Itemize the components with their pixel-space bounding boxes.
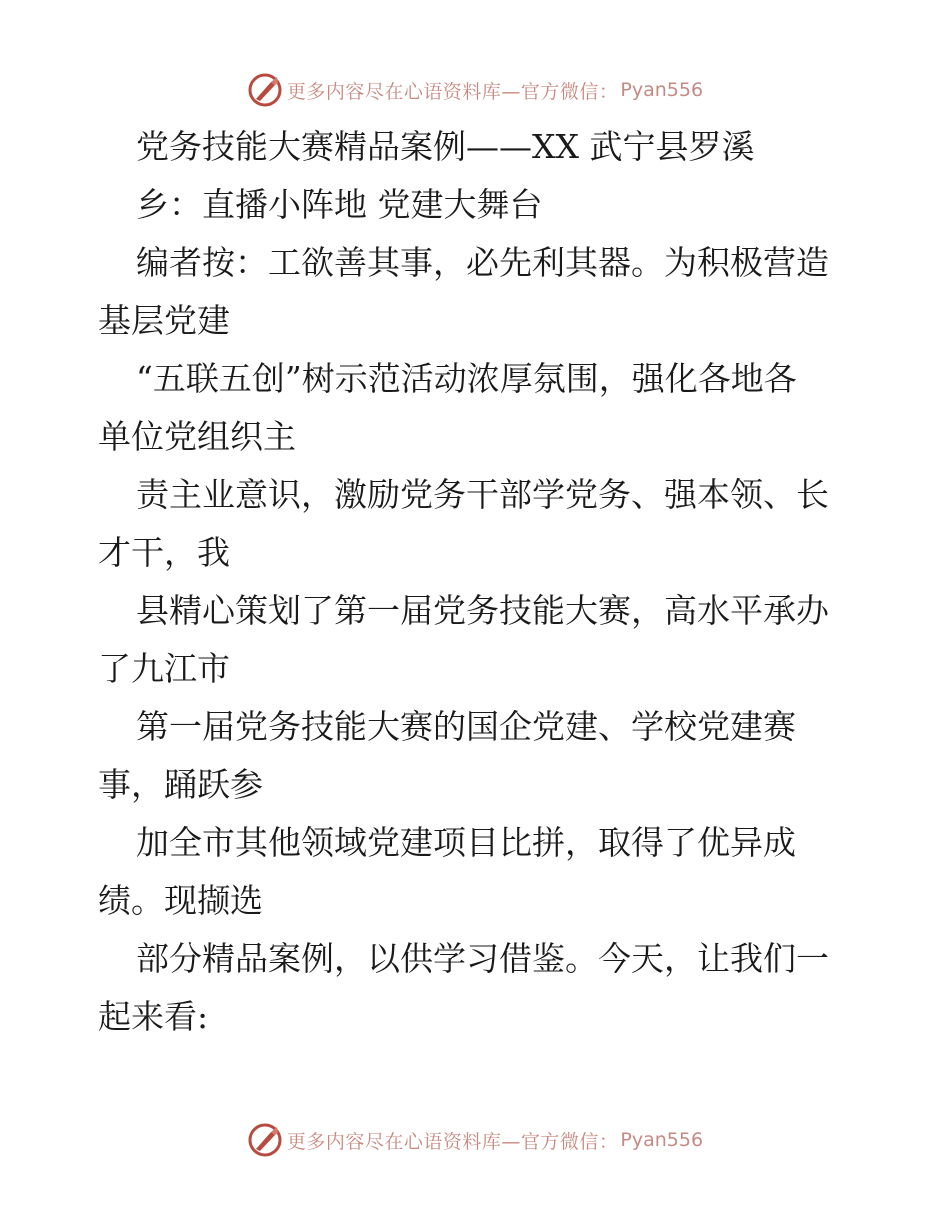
text-line: 加全市其他领域党建项目比拼，取得了优异成: [136, 823, 796, 862]
quill-pen-logo-icon: [247, 1122, 283, 1158]
text-line: 单位党组织主: [98, 417, 296, 456]
watermark-wechat-id: Pyan556: [620, 79, 704, 101]
header-watermark: [0, 70, 950, 110]
text-line: 责主业意识，激励党务干部学党务、强本领、长: [136, 475, 829, 514]
quill-pen-logo-icon: [247, 72, 283, 108]
text-line: 起来看:: [98, 997, 209, 1036]
text-line: 编者按：工欲善其事，必先利其器。为积极营造: [136, 243, 829, 282]
watermark-text: 更多内容尽在心语资料库—官方微信：: [286, 1130, 619, 1153]
footer-watermark: [0, 1120, 950, 1160]
text-line: 基层党建: [98, 301, 230, 340]
text-line: 绩。现撷选: [98, 881, 263, 920]
text-line: 才干，我: [98, 533, 230, 572]
watermark-wechat-id: Pyan556: [620, 1129, 704, 1151]
document-body: [98, 118, 858, 1046]
text-line: 事，踊跃参: [98, 765, 263, 804]
text-line: 乡：直播小阵地 党建大舞台: [136, 185, 543, 224]
text-line: 了九江市: [98, 649, 230, 688]
text-line: 县精心策划了第一届党务技能大赛，高水平承办: [136, 591, 829, 630]
text-line: “五联五创”树示范活动浓厚氛围，强化各地各: [136, 359, 797, 398]
watermark-text: 更多内容尽在心语资料库—官方微信：: [286, 80, 619, 103]
text-line: 部分精品案例，以供学习借鉴。今天，让我们一: [136, 939, 829, 978]
text-line: 党务技能大赛精品案例——XX 武宁县罗溪: [136, 127, 755, 166]
text-line: 第一届党务技能大赛的国企党建、学校党建赛: [136, 707, 796, 746]
